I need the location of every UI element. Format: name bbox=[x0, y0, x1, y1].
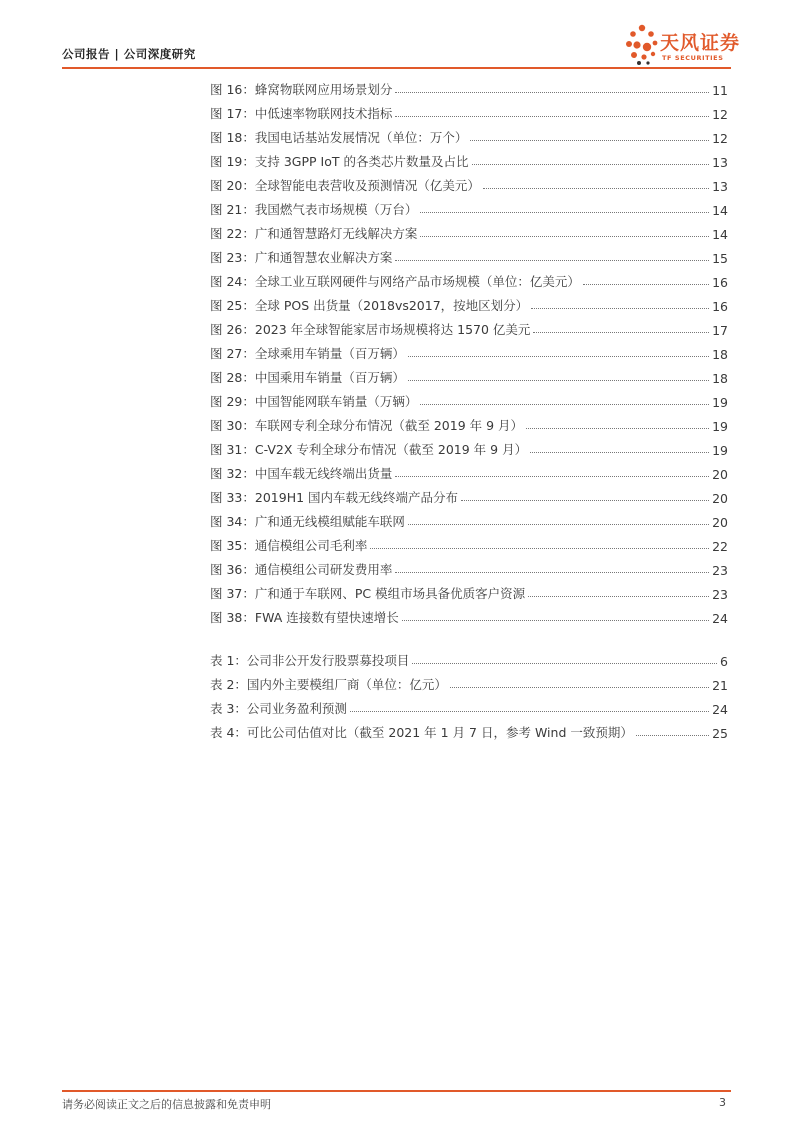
dot-leader bbox=[350, 710, 709, 712]
figure-page: 18 bbox=[712, 347, 728, 362]
figure-title: 图 26：2023 年全球智能家居市场规模将达 1570 亿美元 bbox=[210, 322, 531, 337]
table-page: 21 bbox=[712, 678, 728, 693]
figure-entry[interactable] bbox=[210, 266, 728, 290]
figure-page: 22 bbox=[712, 539, 728, 554]
figure-list bbox=[210, 74, 728, 626]
dot-leader bbox=[402, 619, 709, 621]
figure-title: 图 21：我国燃气表市场规模（万台） bbox=[210, 202, 418, 217]
report-type-label: 公司报告 | 公司深度研究 bbox=[62, 47, 196, 61]
figure-title: 图 17：中低速率物联网技术指标 bbox=[210, 106, 393, 121]
figure-title: 图 24：全球工业互联网硬件与网络产品市场规模（单位：亿美元） bbox=[210, 274, 580, 289]
figure-page: 18 bbox=[712, 371, 728, 386]
dot-leader bbox=[583, 283, 709, 285]
figure-entry[interactable] bbox=[210, 530, 728, 554]
figure-title: 图 34：广和通无线模组赋能车联网 bbox=[210, 514, 405, 529]
table-page: 24 bbox=[712, 702, 728, 717]
dot-leader bbox=[395, 475, 709, 477]
figure-page: 13 bbox=[712, 155, 728, 170]
dot-leader bbox=[395, 571, 709, 573]
table-page: 25 bbox=[712, 726, 728, 741]
figure-title: 图 32：中国车载无线终端出货量 bbox=[210, 466, 393, 481]
figure-title: 图 25：全球 POS 出货量（2018vs2017，按地区划分） bbox=[210, 298, 529, 313]
dot-leader bbox=[483, 187, 709, 189]
figure-entry[interactable] bbox=[210, 482, 728, 506]
dot-leader bbox=[412, 662, 717, 664]
logo-english-name: TF SECURITIES bbox=[662, 54, 724, 62]
figure-entry[interactable] bbox=[210, 218, 728, 242]
figure-entry[interactable] bbox=[210, 74, 728, 98]
figure-page: 24 bbox=[712, 611, 728, 626]
dot-leader bbox=[420, 211, 709, 213]
dot-leader bbox=[472, 163, 710, 165]
figure-title: 图 23：广和通智慧农业解决方案 bbox=[210, 250, 393, 265]
figure-entry[interactable] bbox=[210, 362, 728, 386]
figure-page: 19 bbox=[712, 443, 728, 458]
figure-title: 图 27：全球乘用车销量（百万辆） bbox=[210, 346, 405, 361]
figure-page: 20 bbox=[712, 467, 728, 482]
figure-page: 16 bbox=[712, 299, 728, 314]
dot-leader bbox=[395, 91, 709, 93]
figure-page: 12 bbox=[712, 131, 728, 146]
dot-leader bbox=[420, 403, 709, 405]
figure-page: 15 bbox=[712, 251, 728, 266]
figure-title: 图 38：FWA 连接数有望快速增长 bbox=[210, 610, 399, 625]
page-header bbox=[62, 0, 741, 70]
figure-page: 23 bbox=[712, 587, 728, 602]
table-entry[interactable] bbox=[210, 693, 728, 717]
figure-entry[interactable] bbox=[210, 98, 728, 122]
dot-leader bbox=[470, 139, 709, 141]
header-divider bbox=[62, 67, 731, 69]
figure-entry[interactable] bbox=[210, 194, 728, 218]
dot-leader bbox=[530, 451, 709, 453]
figure-entry[interactable] bbox=[210, 170, 728, 194]
figure-page: 13 bbox=[712, 179, 728, 194]
dot-leader bbox=[526, 427, 709, 429]
table-list bbox=[210, 645, 728, 741]
table-title: 表 4：可比公司估值对比（截至 2021 年 1 月 7 日，参考 Wind 一致预期） bbox=[210, 725, 633, 740]
dot-leader bbox=[450, 686, 709, 688]
figure-entry[interactable] bbox=[210, 146, 728, 170]
figure-title: 图 37：广和通于车联网、PC 模组市场具备优质客户资源 bbox=[210, 586, 526, 601]
figure-title: 图 19：支持 3GPP IoT 的各类芯片数量及占比 bbox=[210, 154, 469, 169]
figure-title: 图 29：中国智能网联车销量（万辆） bbox=[210, 394, 418, 409]
dot-leader bbox=[395, 259, 709, 261]
figure-entry[interactable] bbox=[210, 314, 728, 338]
footer-divider bbox=[62, 1090, 731, 1092]
tf-securities-logo bbox=[622, 22, 741, 66]
figure-entry[interactable] bbox=[210, 122, 728, 146]
figure-entry[interactable] bbox=[210, 506, 728, 530]
dot-leader bbox=[408, 379, 709, 381]
figure-page: 12 bbox=[712, 107, 728, 122]
figure-entry[interactable] bbox=[210, 386, 728, 410]
dot-leader bbox=[395, 115, 709, 117]
table-title: 表 1：公司非公开发行股票募投项目 bbox=[210, 653, 410, 668]
figure-title: 图 28：中国乘用车销量（百万辆） bbox=[210, 370, 405, 385]
figure-entry[interactable] bbox=[210, 434, 728, 458]
dot-leader bbox=[528, 595, 709, 597]
footer-page-number: 3 bbox=[719, 1096, 726, 1109]
dot-leader bbox=[408, 355, 709, 357]
figure-title: 图 16：蜂窝物联网应用场景划分 bbox=[210, 82, 393, 97]
figure-page: 19 bbox=[712, 419, 728, 434]
dot-leader bbox=[408, 523, 709, 525]
figure-title: 图 20：全球智能电表营收及预测情况（亿美元） bbox=[210, 178, 480, 193]
figure-page: 17 bbox=[712, 323, 728, 338]
table-entry[interactable] bbox=[210, 645, 728, 669]
figure-entry[interactable] bbox=[210, 338, 728, 362]
dot-leader bbox=[531, 307, 709, 309]
table-title: 表 2：国内外主要模组厂商（单位：亿元） bbox=[210, 677, 447, 692]
dot-leader bbox=[461, 499, 709, 501]
figure-page: 23 bbox=[712, 563, 728, 578]
figure-title: 图 31：C-V2X 专利全球分布情况（截至 2019 年 9 月） bbox=[210, 442, 528, 457]
logo-chinese-name: 天风证券 bbox=[660, 32, 741, 54]
tf-logo-icon bbox=[622, 22, 662, 66]
figure-entry[interactable] bbox=[210, 602, 728, 626]
table-title: 表 3：公司业务盈利预测 bbox=[210, 701, 347, 716]
figure-title: 图 35：通信模组公司毛利率 bbox=[210, 538, 368, 553]
dot-leader bbox=[420, 235, 709, 237]
figure-page: 14 bbox=[712, 203, 728, 218]
figure-entry[interactable] bbox=[210, 554, 728, 578]
table-entry[interactable] bbox=[210, 717, 728, 741]
figure-title: 图 18：我国电话基站发展情况（单位：万个） bbox=[210, 130, 468, 145]
figure-title: 图 33：2019H1 国内车载无线终端产品分布 bbox=[210, 490, 459, 505]
figure-entry[interactable] bbox=[210, 578, 728, 602]
figure-page: 20 bbox=[712, 491, 728, 506]
figure-title: 图 30：车联网专利全球分布情况（截至 2019 年 9 月） bbox=[210, 418, 524, 433]
figure-page: 19 bbox=[712, 395, 728, 410]
figure-entry[interactable] bbox=[210, 410, 728, 434]
table-entry[interactable] bbox=[210, 669, 728, 693]
dot-leader bbox=[636, 734, 709, 736]
dot-leader bbox=[370, 547, 709, 549]
figure-page: 20 bbox=[712, 515, 728, 530]
figure-entry[interactable] bbox=[210, 458, 728, 482]
figure-title: 图 36：通信模组公司研发费用率 bbox=[210, 562, 393, 577]
figure-title: 图 22：广和通智慧路灯无线解决方案 bbox=[210, 226, 418, 241]
figure-page: 16 bbox=[712, 275, 728, 290]
dot-leader bbox=[533, 331, 709, 333]
figure-page: 11 bbox=[712, 83, 728, 98]
footer-disclaimer: 请务必阅读正文之后的信息披露和免责申明 bbox=[62, 1098, 271, 1111]
figure-entry[interactable] bbox=[210, 290, 728, 314]
figure-page: 14 bbox=[712, 227, 728, 242]
figure-entry[interactable] bbox=[210, 242, 728, 266]
table-page: 6 bbox=[720, 654, 728, 669]
